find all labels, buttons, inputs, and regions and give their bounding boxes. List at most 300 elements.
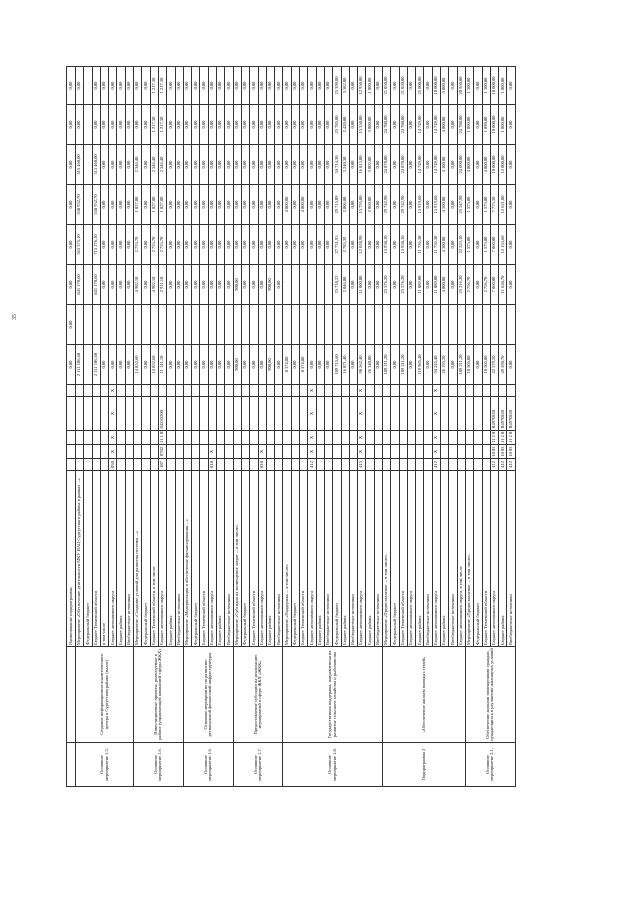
code-cell-rz bbox=[142, 431, 150, 445]
code-cell-vr bbox=[266, 385, 274, 397]
value-cell: 0,00 bbox=[200, 105, 208, 145]
row-label: Бюджет Тюменской области bbox=[92, 471, 100, 647]
header-empty-cell bbox=[67, 459, 76, 471]
code-cell-x bbox=[100, 445, 108, 459]
row-label: Федеральный бюджет bbox=[474, 471, 482, 647]
code-cell-csr: X bbox=[308, 397, 316, 431]
value-cell bbox=[275, 305, 283, 345]
value-cell: 189 211,20 bbox=[457, 345, 465, 385]
row-label: Бюджет автономного округа bbox=[490, 471, 498, 647]
code-cell-grbs: 818 bbox=[258, 459, 266, 471]
code-cell-csr bbox=[266, 397, 274, 431]
code-cell-grbs bbox=[474, 459, 482, 471]
code-cell-x bbox=[283, 445, 291, 459]
row-label: Бюджет Тюменской области bbox=[300, 471, 308, 647]
value-cell bbox=[117, 305, 125, 345]
table-row bbox=[183, 67, 191, 787]
value-cell: 0,00 bbox=[125, 145, 133, 185]
value-cell: 0,00 bbox=[407, 67, 415, 105]
code-cell-csr bbox=[200, 397, 208, 431]
value-cell bbox=[333, 305, 341, 345]
value-cell: 0,00 bbox=[366, 225, 374, 265]
header-value: 0,00 bbox=[67, 305, 76, 345]
code-cell-rz bbox=[258, 431, 266, 445]
row-label: Федеральный бюджет bbox=[291, 471, 299, 647]
code-cell-x bbox=[275, 445, 283, 459]
value-cell: 29 715,09 bbox=[333, 185, 341, 225]
row-label: Бюджет района bbox=[266, 471, 274, 647]
row-label: Бюджет автономного округа bbox=[258, 471, 266, 647]
value-cell: 0,00 bbox=[275, 225, 283, 265]
code-cell-grbs bbox=[424, 459, 432, 471]
code-cell-csr bbox=[465, 397, 473, 431]
value-cell: 0,00 bbox=[275, 105, 283, 145]
code-cell-grbs bbox=[324, 459, 332, 471]
value-cell: 0,00 bbox=[407, 345, 415, 385]
value-cell: 25 390,00 bbox=[333, 67, 341, 105]
code-cell-vr: X bbox=[358, 385, 366, 397]
row-label: Бюджет района bbox=[441, 471, 449, 647]
header-value: 0,00 bbox=[67, 145, 76, 185]
value-cell: 0,00 bbox=[217, 105, 225, 145]
header-empty-cell bbox=[67, 743, 76, 787]
value-cell: 0,00 bbox=[225, 185, 233, 225]
code-cell-rz bbox=[300, 431, 308, 445]
code-cell-rz bbox=[175, 431, 183, 445]
value-cell: 0,00 bbox=[291, 225, 299, 265]
value-cell: 0,00 bbox=[241, 67, 249, 105]
value-cell: 27 731,95 bbox=[333, 225, 341, 265]
value-cell: 0,00 bbox=[474, 145, 482, 185]
value-cell: 0,00 bbox=[449, 145, 457, 185]
row-label: Федеральный бюджет bbox=[241, 471, 249, 647]
value-cell: 0,00 bbox=[449, 265, 457, 305]
code-cell-grbs bbox=[407, 459, 415, 471]
code-cell-csr bbox=[407, 397, 415, 431]
value-cell: 2 753,70 bbox=[150, 225, 158, 265]
value-cell: 0,00 bbox=[391, 145, 399, 185]
value-cell: 0,00 bbox=[192, 185, 200, 225]
event-cell: Основное мероприятие 1.6. bbox=[134, 743, 184, 787]
value-cell: 1 575,00 bbox=[482, 185, 490, 225]
value-cell: 2 111 106,60 bbox=[76, 345, 84, 385]
code-cell-grbs bbox=[449, 459, 457, 471]
value-cell bbox=[499, 305, 507, 345]
value-cell bbox=[382, 305, 390, 345]
code-cell-x bbox=[92, 445, 100, 459]
value-cell: 12 950,00 bbox=[358, 67, 366, 105]
value-cell: 0,00 bbox=[300, 105, 308, 145]
value-cell: 0,00 bbox=[324, 185, 332, 225]
value-cell: 0,00 bbox=[449, 105, 457, 145]
value-cell bbox=[291, 265, 299, 305]
code-cell-vr bbox=[150, 385, 158, 397]
value-cell: 1 827,00 bbox=[150, 185, 158, 225]
value-cell: 0,00 bbox=[424, 67, 432, 105]
value-cell bbox=[225, 305, 233, 345]
header-empty-cell bbox=[67, 445, 76, 459]
code-cell-x: X bbox=[208, 445, 216, 459]
code-cell-vr bbox=[374, 385, 382, 397]
code-cell-csr bbox=[457, 397, 465, 431]
value-cell: 0,00 bbox=[300, 67, 308, 105]
value-cell: 0,00 bbox=[183, 105, 191, 145]
value-cell: 25 000,00 bbox=[416, 67, 424, 105]
value-cell: 0,00 bbox=[474, 105, 482, 145]
value-cell: 0,00 bbox=[100, 345, 108, 385]
value-cell: 900,00 bbox=[266, 265, 274, 305]
code-cell-grbs bbox=[316, 459, 324, 471]
value-cell: 0,00 bbox=[192, 265, 200, 305]
value-cell: 1 827,00 bbox=[158, 185, 166, 225]
value-cell: 0,00 bbox=[200, 225, 208, 265]
value-cell: 0,00 bbox=[208, 345, 216, 385]
code-cell-rz: X bbox=[109, 431, 117, 445]
code-cell-x bbox=[416, 445, 424, 459]
value-cell: 2 346,40 bbox=[158, 145, 166, 185]
value-cell bbox=[200, 305, 208, 345]
value-cell: 0,00 bbox=[117, 67, 125, 105]
value-cell: 11 000,00 bbox=[358, 265, 366, 305]
value-cell: 13 958,10 bbox=[382, 225, 390, 265]
header-empty-cell bbox=[67, 397, 76, 431]
value-cell: 2 420,00 bbox=[341, 105, 349, 145]
value-cell: 0,00 bbox=[324, 345, 332, 385]
code-cell-vr bbox=[250, 385, 258, 397]
value-cell: 10 000,00 bbox=[432, 67, 440, 105]
value-cell: 1 217,30 bbox=[150, 67, 158, 105]
value-cell: 0,00 bbox=[424, 145, 432, 185]
code-cell-grbs bbox=[134, 459, 142, 471]
code-cell-grbs bbox=[241, 459, 249, 471]
value-cell: 0,00 bbox=[391, 225, 399, 265]
code-cell-rz bbox=[117, 431, 125, 445]
event-cell: Основное мероприятие 1.6. bbox=[183, 743, 233, 787]
code-cell-vr bbox=[283, 385, 291, 397]
value-cell: 0,00 bbox=[183, 67, 191, 105]
value-cell: 4 000,00 bbox=[441, 265, 449, 305]
event-cell: Основное мероприятие 2.1. bbox=[465, 743, 515, 787]
value-cell: 0,00 bbox=[225, 225, 233, 265]
value-cell: 1 000,00 bbox=[366, 67, 374, 105]
code-cell-csr bbox=[142, 397, 150, 431]
row-label: Мероприятие «Модернизация и обеспечение финансирования ...» bbox=[183, 471, 191, 647]
code-cell-grbs bbox=[100, 459, 108, 471]
value-cell: 1 217,30 bbox=[158, 67, 166, 105]
code-cell-csr bbox=[416, 397, 424, 431]
value-cell: 11 089,00 bbox=[416, 265, 424, 305]
code-cell-vr bbox=[474, 385, 482, 397]
code-cell-grbs bbox=[457, 459, 465, 471]
value-cell: 0,00 bbox=[474, 265, 482, 305]
event-cell: Основное мероприятие 1.7. bbox=[233, 743, 283, 787]
code-cell-x bbox=[474, 445, 482, 459]
value-cell: 0,00 bbox=[283, 105, 291, 145]
value-cell: 14 852,60 bbox=[134, 345, 142, 385]
code-cell-rz bbox=[250, 431, 258, 445]
code-cell-vr: X bbox=[308, 385, 316, 397]
value-cell: 4 800,00 bbox=[300, 185, 308, 225]
value-cell: 0,00 bbox=[266, 105, 274, 145]
value-cell bbox=[316, 305, 324, 345]
value-cell bbox=[100, 305, 108, 345]
code-cell-vr bbox=[507, 385, 515, 397]
value-cell: 0,00 bbox=[117, 265, 125, 305]
value-cell: 0,00 bbox=[208, 265, 216, 305]
value-cell bbox=[416, 305, 424, 345]
code-cell-csr bbox=[192, 397, 200, 431]
value-cell bbox=[432, 305, 440, 345]
code-cell-rz bbox=[465, 431, 473, 445]
value-cell bbox=[474, 305, 482, 345]
value-cell bbox=[283, 305, 291, 345]
code-cell-rz bbox=[382, 431, 390, 445]
value-cell: 3 240,30 bbox=[341, 145, 349, 185]
code-cell-grbs: 412 bbox=[499, 459, 507, 471]
code-cell-vr bbox=[258, 385, 266, 397]
code-cell-csr bbox=[167, 397, 175, 431]
value-cell: 11 756,30 bbox=[432, 225, 440, 265]
value-cell: 0,00 bbox=[250, 145, 258, 185]
value-cell: 0,00 bbox=[192, 345, 200, 385]
header-value: 0,00 bbox=[67, 185, 76, 225]
value-cell: 24 780,00 bbox=[457, 105, 465, 145]
value-cell: 2 753,70 bbox=[134, 225, 142, 265]
value-cell: 0,00 bbox=[200, 185, 208, 225]
code-cell-x bbox=[333, 445, 341, 459]
code-cell-grbs: 412 bbox=[507, 459, 515, 471]
code-cell-vr bbox=[275, 385, 283, 397]
value-cell: 0,00 bbox=[233, 105, 241, 145]
code-cell-grbs bbox=[217, 459, 225, 471]
code-cell-vr bbox=[225, 385, 233, 397]
event-name-cell: «Обеспечение жильем молодых семей» bbox=[382, 647, 465, 743]
code-cell-csr bbox=[208, 397, 216, 431]
value-cell: 0,00 bbox=[225, 67, 233, 105]
code-cell-vr bbox=[300, 385, 308, 397]
code-cell-grbs bbox=[382, 459, 390, 471]
value-cell: 12 000,00 bbox=[499, 145, 507, 185]
code-cell-grbs bbox=[225, 459, 233, 471]
value-cell: 0,00 bbox=[225, 265, 233, 305]
code-cell-x bbox=[150, 445, 158, 459]
value-cell: 0,00 bbox=[349, 225, 357, 265]
code-cell-vr bbox=[142, 385, 150, 397]
row-label: Бюджет Тюменской области bbox=[200, 471, 208, 647]
value-cell: 0,00 bbox=[349, 145, 357, 185]
value-cell: 0,00 bbox=[250, 67, 258, 105]
value-cell: 0,00 bbox=[507, 345, 515, 385]
value-cell: 23 576,20 bbox=[382, 265, 390, 305]
value-cell: 0,00 bbox=[316, 67, 324, 105]
value-cell: 0,00 bbox=[142, 105, 150, 145]
value-cell: 2 783,39 bbox=[341, 225, 349, 265]
table-row bbox=[134, 67, 142, 787]
value-cell: 0,00 bbox=[109, 265, 117, 305]
code-cell-x bbox=[465, 445, 473, 459]
value-cell: 0,00 bbox=[275, 67, 283, 105]
code-cell-rz bbox=[324, 431, 332, 445]
value-cell: 0,00 bbox=[142, 185, 150, 225]
value-cell: 0,00 bbox=[374, 345, 382, 385]
value-cell: 0,00 bbox=[225, 105, 233, 145]
value-cell: 0,00 bbox=[142, 265, 150, 305]
code-cell-rz bbox=[92, 431, 100, 445]
value-cell: 0,00 bbox=[241, 145, 249, 185]
value-cell: 0,00 bbox=[349, 185, 357, 225]
value-cell bbox=[316, 265, 324, 305]
value-cell: 0,00 bbox=[100, 105, 108, 145]
code-cell-grbs bbox=[374, 459, 382, 471]
value-cell: 10 000,00 bbox=[490, 145, 498, 185]
code-cell-grbs bbox=[441, 459, 449, 471]
code-cell-x bbox=[424, 445, 432, 459]
value-cell: 119 985,40 bbox=[416, 345, 424, 385]
value-cell: 0,00 bbox=[266, 225, 274, 265]
value-cell: 0,00 bbox=[349, 345, 357, 385]
value-cell bbox=[84, 185, 92, 225]
code-cell-vr bbox=[291, 385, 299, 397]
value-cell: 0,00 bbox=[167, 225, 175, 265]
value-cell: 4 902,18 bbox=[150, 265, 158, 305]
value-cell: 24 870,00 bbox=[382, 145, 390, 185]
value-cell: 0,00 bbox=[167, 185, 175, 225]
code-cell-grbs bbox=[125, 459, 133, 471]
code-cell-vr: X bbox=[432, 385, 440, 397]
value-cell: 0,00 bbox=[424, 265, 432, 305]
value-cell: 0,00 bbox=[125, 345, 133, 385]
value-cell: 4 800,00 bbox=[482, 145, 490, 185]
code-cell-x bbox=[382, 445, 390, 459]
code-cell-rz: X bbox=[432, 431, 440, 445]
value-cell: 0,00 bbox=[308, 105, 316, 145]
code-cell-csr bbox=[341, 397, 349, 431]
event-name-cell: Предоставление субсидии на реализацию мероприятий в сфере ЖКХ «ЖКК» bbox=[233, 647, 283, 743]
code-cell-rz bbox=[349, 431, 357, 445]
value-cell: 0,00 bbox=[308, 145, 316, 185]
value-cell: 0,00 bbox=[507, 265, 515, 305]
value-cell: 0,00 bbox=[208, 225, 216, 265]
value-cell: 0,00 bbox=[167, 145, 175, 185]
value-cell: 0,00 bbox=[134, 67, 142, 105]
value-cell: 94 245,40 bbox=[432, 345, 440, 385]
code-cell-csr bbox=[92, 397, 100, 431]
value-cell: 0,00 bbox=[474, 345, 482, 385]
value-cell: 11 756,30 bbox=[416, 225, 424, 265]
value-cell: 0,00 bbox=[200, 345, 208, 385]
value-cell: 12 153,60 bbox=[499, 225, 507, 265]
value-cell: 23 785,00 bbox=[333, 105, 341, 145]
code-cell-csr bbox=[217, 397, 225, 431]
row-label: Бюджет района bbox=[341, 471, 349, 647]
value-cell: 16 813,00 bbox=[358, 145, 366, 185]
code-cell-vr bbox=[416, 385, 424, 397]
value-cell: 0,00 bbox=[183, 145, 191, 185]
code-cell-grbs bbox=[416, 459, 424, 471]
value-cell: 10 000,00 bbox=[490, 67, 498, 105]
value-cell: 0,00 bbox=[125, 67, 133, 105]
value-cell: 0,00 bbox=[283, 225, 291, 265]
value-cell: 0,00 bbox=[308, 67, 316, 105]
code-cell-vr bbox=[175, 385, 183, 397]
value-cell: 0,00 bbox=[258, 145, 266, 185]
code-cell-x bbox=[84, 445, 92, 459]
code-cell-grbs bbox=[92, 459, 100, 471]
value-cell: 0,00 bbox=[192, 225, 200, 265]
code-cell-csr bbox=[449, 397, 457, 431]
value-cell: 0,00 bbox=[324, 145, 332, 185]
code-cell-grbs bbox=[275, 459, 283, 471]
value-cell: 24 780,00 bbox=[382, 105, 390, 145]
value-cell: 0,00 bbox=[250, 345, 258, 385]
value-cell: 0,00 bbox=[300, 145, 308, 185]
value-cell: 0,00 bbox=[217, 225, 225, 265]
value-cell: 0,00 bbox=[225, 145, 233, 185]
value-cell bbox=[134, 305, 142, 345]
value-cell: 14 749,00 bbox=[416, 145, 424, 185]
row-label: Бюджет автономного округа bbox=[208, 471, 216, 647]
value-cell: 900,00 bbox=[233, 265, 241, 305]
value-cell: 22 523,10 bbox=[457, 225, 465, 265]
value-cell bbox=[507, 305, 515, 345]
row-label: Мероприятие «Поддержка ... в том числе» bbox=[283, 471, 291, 647]
value-cell: 0,00 bbox=[449, 345, 457, 385]
value-cell bbox=[391, 305, 399, 345]
value-cell: 0,00 bbox=[217, 265, 225, 305]
value-cell bbox=[167, 305, 175, 345]
row-label: Внебюджетные источники bbox=[125, 471, 133, 647]
value-cell: 0,00 bbox=[291, 185, 299, 225]
code-cell-rz bbox=[283, 431, 291, 445]
code-cell-x bbox=[200, 445, 208, 459]
code-cell-x: 10 03 bbox=[507, 445, 515, 459]
code-cell-rz bbox=[341, 431, 349, 445]
value-cell: 0,00 bbox=[200, 145, 208, 185]
value-cell: 0,00 bbox=[258, 225, 266, 265]
code-cell-csr bbox=[291, 397, 299, 431]
code-cell-x: 10 03 bbox=[490, 445, 498, 459]
value-cell bbox=[208, 305, 216, 345]
value-cell bbox=[407, 305, 415, 345]
value-cell: 0,00 bbox=[275, 145, 283, 185]
code-cell-vr bbox=[441, 385, 449, 397]
value-cell bbox=[441, 305, 449, 345]
value-cell bbox=[266, 305, 274, 345]
code-cell-x bbox=[349, 445, 357, 459]
code-cell-csr bbox=[300, 397, 308, 431]
value-cell: 0,00 bbox=[275, 185, 283, 225]
value-cell: 0,00 bbox=[266, 145, 274, 185]
code-cell-rz: X bbox=[358, 431, 366, 445]
code-cell-grbs bbox=[150, 459, 158, 471]
value-cell: 538 932,70 bbox=[92, 185, 100, 225]
value-cell: 0,00 bbox=[109, 145, 117, 185]
row-label: Бюджет района bbox=[416, 471, 424, 647]
code-cell-grbs bbox=[333, 459, 341, 471]
value-cell: 3 000,00 bbox=[366, 105, 374, 145]
value-cell: 900,00 bbox=[266, 345, 274, 385]
value-cell: 0,00 bbox=[424, 345, 432, 385]
value-cell: 0,00 bbox=[291, 67, 299, 105]
row-label: Мероприятие «Предоставление ... в том числе» bbox=[465, 471, 473, 647]
code-cell-rz bbox=[374, 431, 382, 445]
value-cell: 13 919,60 bbox=[432, 185, 440, 225]
event-name-cell: Инвестиционные проекты, реализуемые в районе (управляющей компанией сферы ЖКХ) bbox=[134, 647, 184, 743]
value-cell: 0,00 bbox=[109, 67, 117, 105]
value-cell: 0,00 bbox=[125, 105, 133, 145]
code-cell-x bbox=[407, 445, 415, 459]
value-cell: 0,00 bbox=[208, 185, 216, 225]
